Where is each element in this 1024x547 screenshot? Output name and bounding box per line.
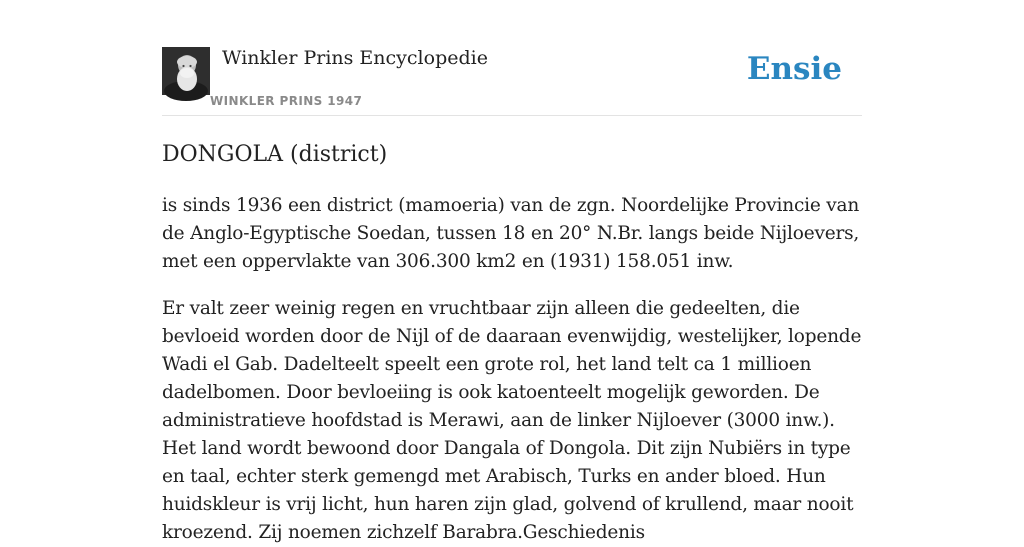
article-paragraph: is sinds 1936 een district (mamoeria) van de zgn. Noordelijke Provincie van de Anglo-Egyptische Soedan, tussen 18 en 20° N.Br. langs beide Nijloevers, met een oppervlakte van 306.300 km2 en (1931) 158.051 inw. bbox=[162, 195, 860, 272]
author-avatar[interactable] bbox=[162, 47, 210, 95]
article-paragraph: Er valt zeer weinig regen en vruchtbaar zijn alleen die gedeelten, die bevloeid worden door de Nijl of de daaraan evenwijdig, westelijker, lopende Wadi el Gab. Dadelteelt speelt een grote rol, het land telt ca 1 millioen dadelbomen. Door bevloeiing is ook katoenteelt mogelijk geworden. De administratieve hoofdstad is Merawi, aan de linker Nijloever (3000 inw.). Het land wordt bewoond door Dangala of Dongola. Dit zijn Nubiërs in type en taal, echter sterk gemengd met Arabisch, Turks en ander bloed. Hun huidskleur is vrij licht, hun haren zijn glad, golvend of krullend, maar nooit kroezend. Zij noemen zichzelf Barabra.Geschiedenis bbox=[162, 298, 862, 543]
site-header bbox=[162, 0, 862, 116]
site-title[interactable]: Winkler Prins Encyclopedie bbox=[222, 47, 488, 69]
brand-logo[interactable]: Ensie bbox=[746, 51, 842, 87]
page bbox=[162, 0, 862, 543]
bearded-man-portrait-icon bbox=[162, 47, 210, 95]
article-title: DONGOLA (district) bbox=[162, 142, 388, 167]
site-subtitle[interactable]: WINKLER PRINS 1947 bbox=[210, 94, 363, 108]
